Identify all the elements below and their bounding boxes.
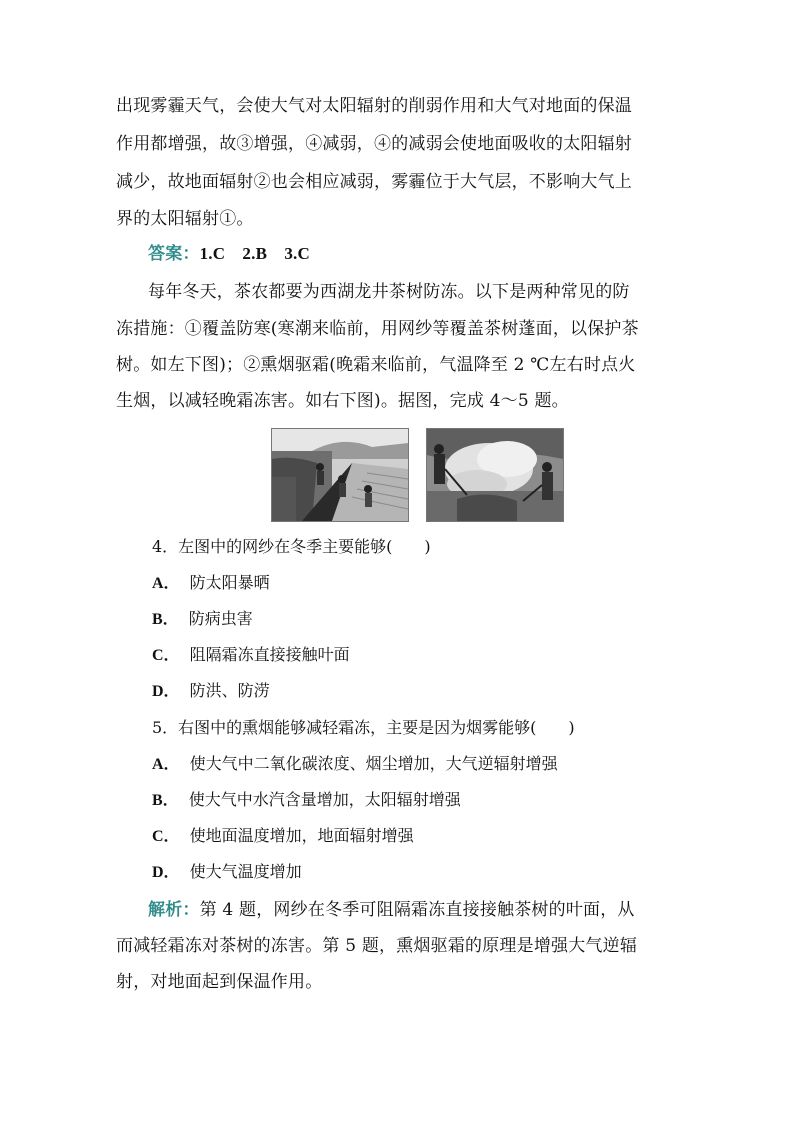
option-letter: C． [152,828,180,845]
option-letter: D． [152,683,180,700]
option-letter: A． [152,756,180,773]
question4-option-c[interactable] [152,643,350,668]
paragraph1-line4: 界的太阳辐射①。 [116,209,254,229]
answer-label: 答案： [148,244,200,264]
tea-net-photo-graphic [272,429,408,521]
analysis-label: 解析： [148,900,200,920]
option-text: 防洪、防涝 [189,681,270,700]
question4-option-b[interactable] [152,607,253,632]
question5-stem: 5．右图中的熏烟能够减轻霜冻，主要是因为烟雾能够( ) [152,718,575,737]
option-text: 使大气中水汽含量增加，太阳辐射增强 [188,790,461,809]
answer-line [148,236,686,272]
tea-net-photo [271,428,409,522]
option-text: 使地面温度增加，地面辐射增强 [189,826,414,845]
option-letter: B． [152,792,179,809]
option-text: 使大气温度增加 [189,862,302,881]
option-letter: D． [152,864,180,881]
paragraph1-line3: 减少，故地面辐射②也会相应减弱，雾霾位于大气层，不影响大气上 [116,172,632,192]
question4-option-d[interactable] [152,679,270,704]
paragraph2-line2: 冻措施：①覆盖防寒(寒潮来临前，用网纱等覆盖茶树蓬面，以保护茶 [116,319,639,339]
option-text: 使大气中二氧化碳浓度、烟尘增加，大气逆辐射增强 [189,754,558,773]
question4-stem: 4．左图中的网纱在冬季主要能够( ) [152,537,431,556]
smoke-photo [426,428,564,522]
paragraph2-line4: 生烟，以减轻晚霜冻害。如右下图)。据图，完成 4～5 题。 [116,391,569,411]
question5-option-b[interactable] [152,788,461,813]
paragraph2-line1: 每年冬天，茶农都要为西湖龙井茶树防冻。以下是两种常见的防 [148,282,630,302]
question5-option-c[interactable] [152,824,414,849]
paragraph1-line2: 作用都增强，故③增强，④减弱，④的减弱会使地面吸收的太阳辐射 [116,134,632,154]
paragraph1-line1: 出现雾霾天气，会使大气对太阳辐射的削弱作用和大气对地面的保温 [116,96,632,116]
question5-option-a[interactable] [152,752,558,777]
smoke-photo-graphic [427,429,563,521]
option-letter: A． [152,575,180,592]
option-letter: C． [152,647,180,664]
option-letter: B． [152,611,179,628]
question5-option-d[interactable] [152,860,302,885]
analysis-text-line1: 第 4 题，网纱在冬季可阻隔霜冻直接接触茶树的叶面，从 [199,900,635,920]
option-text: 阻隔霜冻直接接触叶面 [189,645,350,664]
option-text: 防病虫害 [188,609,253,628]
paragraph2-line3: 树。如左下图)；②熏烟驱霜(晚霜来临前，气温降至 2 ℃左右时点火 [116,355,636,375]
question4-option-a[interactable] [152,571,270,596]
analysis-line2: 而减轻霜冻对茶树的冻害。第 5 题，熏烟驱霜的原理是增强大气逆辐 [116,936,638,956]
analysis-line1 [148,892,686,928]
option-text: 防太阳暴晒 [189,573,270,592]
answer-value: 1.C 2.B 3.C [199,244,310,263]
analysis-line3: 射，对地面起到保温作用。 [116,972,323,992]
